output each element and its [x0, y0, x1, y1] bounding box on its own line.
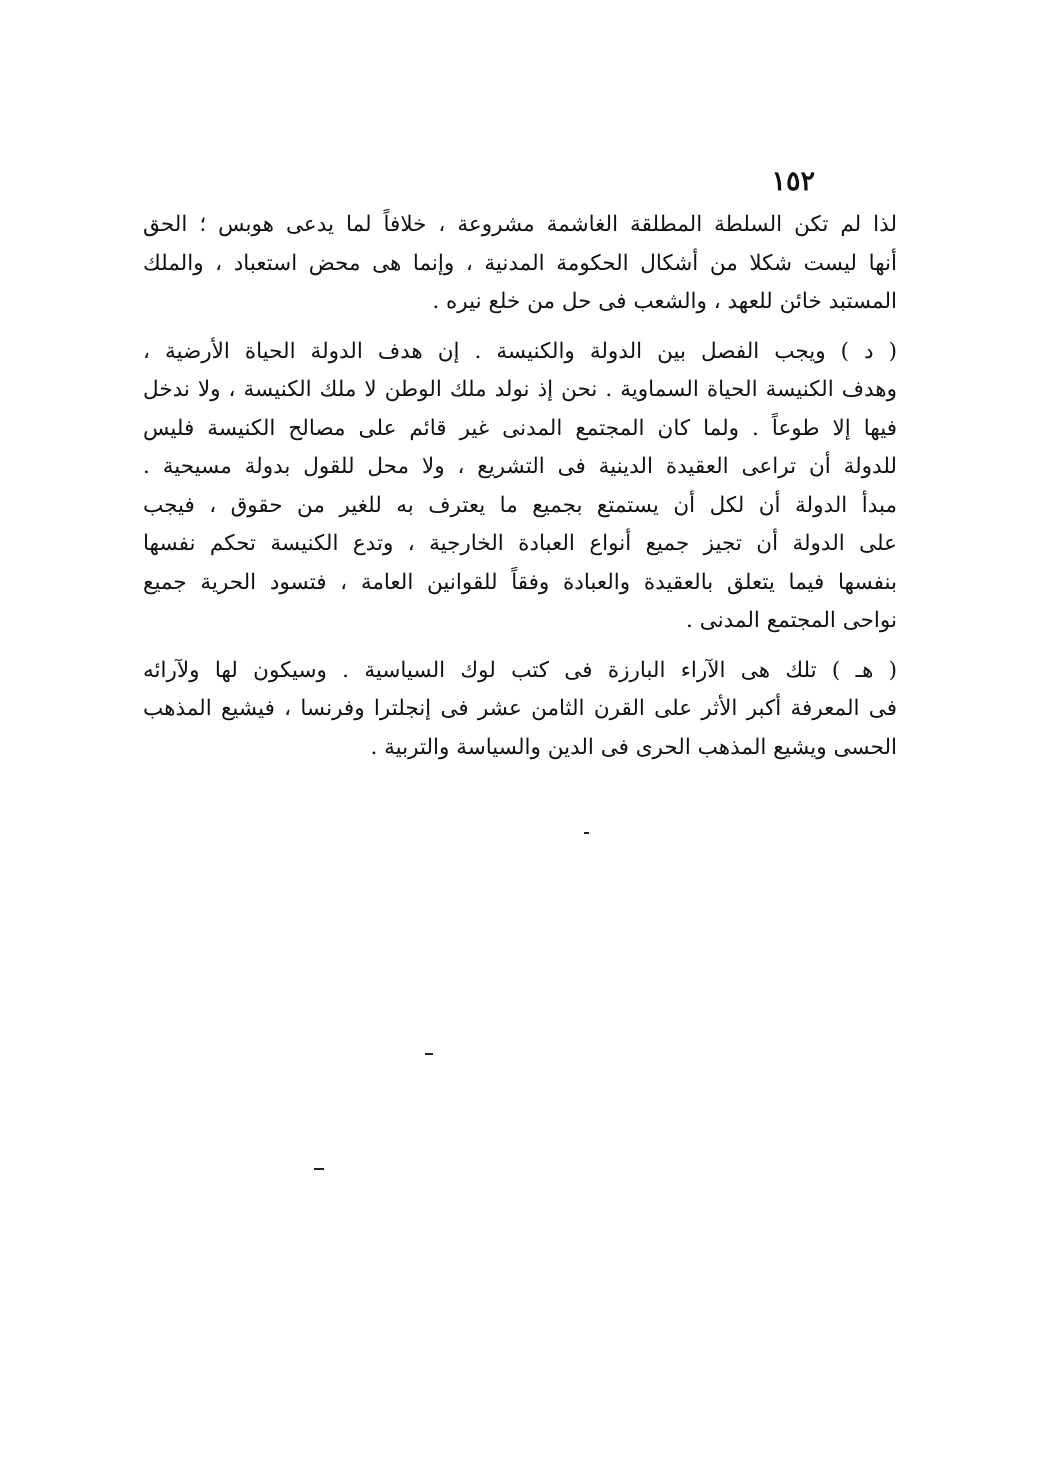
text-line: فى المعرفة أكبر الأثر على القرن الثامن عشر فى إنجلترا وفرنسا ، فيشيع المذهب	[143, 696, 897, 721]
text-line: ( هـ ) تلك هى الآراء البارزة فى كتب لوك السياسية . وسيكون لها ولآرائه	[143, 657, 897, 683]
text-line: الحسى ويشيع المذهب الحرى فى الدين والسياسة والتربية .	[370, 734, 897, 760]
paragraph-2	[143, 333, 897, 641]
text-line: نواحى المجتمع المدنى .	[686, 608, 897, 633]
paragraph-3	[143, 652, 897, 768]
scan-speck	[314, 1168, 324, 1170]
text-line: بنفسها فيما يتعلق بالعقيدة والعبادة وفقاً للقوانين العامة ، فتسود الحرية جميع	[143, 569, 897, 595]
text-line: ( د ) ويجب الفصل بين الدولة والكنيسة . إن هدف الدولة الحياة الأرضية ،	[143, 338, 897, 364]
text-line: أنها ليست شكلا من أشكال الحكومة المدنية ، وإنما هى محض استعباد ، والملك	[143, 250, 897, 276]
text-line: المستبد خائن للعهد ، والشعب فى حل من خلع نيره .	[432, 289, 897, 314]
text-line: فيها إلا طوعاً . ولما كان المجتمع المدنى غير قائم على مصالح الكنيسة فليس	[143, 415, 897, 441]
scan-speck	[425, 1053, 433, 1055]
scan-speck	[584, 832, 589, 834]
text-line: للدولة أن تراعى العقيدة الدينية فى التشريع ، ولا محل للقول بدولة مسيحية .	[143, 454, 897, 479]
page-number: ١٥٢	[771, 166, 815, 197]
text-line: لذا لم تكن السلطة المطلقة الغاشمة مشروعة ، خلافاً لما يدعى هوبس ؛ الحق	[143, 212, 897, 237]
body-text	[143, 206, 897, 767]
text-line: على الدولة أن تجيز جميع أنواع العبادة الخارجية ، وتدع الكنيسة تحكم نفسها	[143, 531, 897, 556]
paragraph-1	[143, 206, 897, 322]
text-line: مبدأ الدولة أن لكل أن يستمتع بجميع ما يعترف به للغير من حقوق ، فيجب	[143, 492, 897, 518]
text-line: وهدف الكنيسة الحياة السماوية . نحن إذ نولد ملك الوطن لا ملك الكنيسة ، ولا ندخل	[143, 377, 897, 402]
